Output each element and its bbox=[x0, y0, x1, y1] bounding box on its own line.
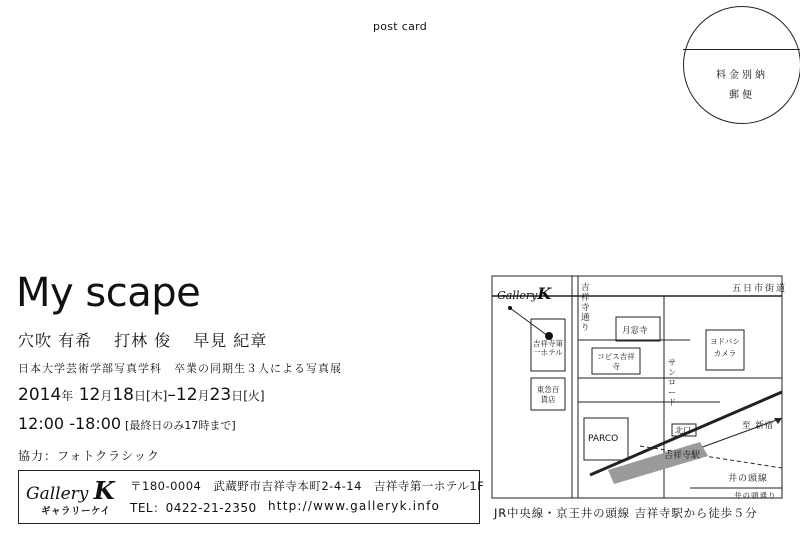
gallery-tel: TEL：0422-21-2350 bbox=[130, 501, 257, 515]
end-month: 12 bbox=[175, 385, 198, 405]
map-logo-text: Gallery bbox=[497, 289, 538, 302]
start-day: 18 bbox=[112, 385, 134, 405]
map-logo-k: K bbox=[537, 284, 552, 303]
month-unit: 月 bbox=[197, 389, 210, 403]
artist-name: 早見 紀章 bbox=[193, 331, 268, 350]
map-label-gekkoji: 月窓寺 bbox=[622, 326, 648, 336]
gallery-logo-text: Gallery bbox=[26, 484, 89, 504]
map-label-inokashira-line: 井の頭線 bbox=[728, 474, 769, 484]
day-unit: 日 bbox=[231, 389, 244, 403]
end-weekday: [火] bbox=[243, 389, 265, 403]
map-label-station: 吉祥寺駅 bbox=[664, 451, 701, 461]
map-gallery-logo bbox=[497, 284, 551, 303]
map-label-tokyu: 東急百貨店 bbox=[536, 385, 560, 404]
stamp-text-line2: 郵便 bbox=[729, 90, 755, 101]
exhibition-subtitle: 日本大学芸術学部写真学科 卒業の同期生３人による写真展 bbox=[18, 362, 342, 375]
gallery-logo-kana: ギャラリーケイ bbox=[41, 506, 111, 517]
month-unit: 月 bbox=[100, 389, 113, 403]
map-label-yodobashi: ヨドバシカメラ bbox=[710, 337, 740, 358]
postcard-label: post card bbox=[372, 20, 428, 33]
start-month: 12 bbox=[78, 385, 101, 405]
artist-name: 打林 俊 bbox=[114, 331, 172, 350]
day-unit: 日 bbox=[133, 389, 146, 403]
map-label-kitaguchi: 北口 bbox=[675, 426, 691, 435]
stamp-text-line1: 料金別納 bbox=[716, 70, 768, 81]
map-label-itsukaichi: 五日市街道 bbox=[732, 284, 788, 294]
exhibition-title: My scape bbox=[16, 270, 201, 316]
map-label-sunroad: サンロード bbox=[668, 358, 676, 407]
map-label-inokashira-dori: 井の頭通り bbox=[734, 491, 777, 500]
date-separator: – bbox=[167, 385, 176, 405]
gallery-logo-k: K bbox=[93, 476, 115, 505]
year: 2014 bbox=[18, 385, 62, 405]
map-label-hotel: 吉祥寺第一ホテル bbox=[533, 339, 563, 357]
gallery-pointer-line bbox=[510, 308, 548, 336]
artist-name: 穴吹 有希 bbox=[18, 331, 93, 350]
hours-value: 12:00 -18:00 bbox=[18, 414, 122, 433]
cooperation-credit: 協力：フォトクラシック bbox=[18, 449, 160, 463]
map-label-shinjuku: 至 新宿 bbox=[742, 421, 775, 431]
start-weekday: [木] bbox=[146, 389, 168, 403]
access-directions: JR中央線・京王井の頭線 吉祥寺駅から徒歩５分 bbox=[494, 506, 758, 520]
gallery-url[interactable]: http://www.galleryk.info bbox=[268, 499, 441, 513]
end-day: 23 bbox=[209, 385, 232, 405]
map-label-copis: コピス吉祥寺 bbox=[597, 352, 635, 371]
hours-note: [最終日のみ17時まで] bbox=[125, 419, 236, 432]
map-label-kichijoji-dori: 吉祥寺通り bbox=[581, 283, 590, 333]
map-label-parco: PARCO bbox=[588, 434, 619, 444]
year-unit: 年 bbox=[61, 389, 74, 403]
gallery-address: 〒180-0004 武蔵野市吉祥寺本町2-4-14 吉祥寺第一ホテル1F bbox=[130, 479, 485, 493]
pointer-start bbox=[508, 306, 512, 310]
